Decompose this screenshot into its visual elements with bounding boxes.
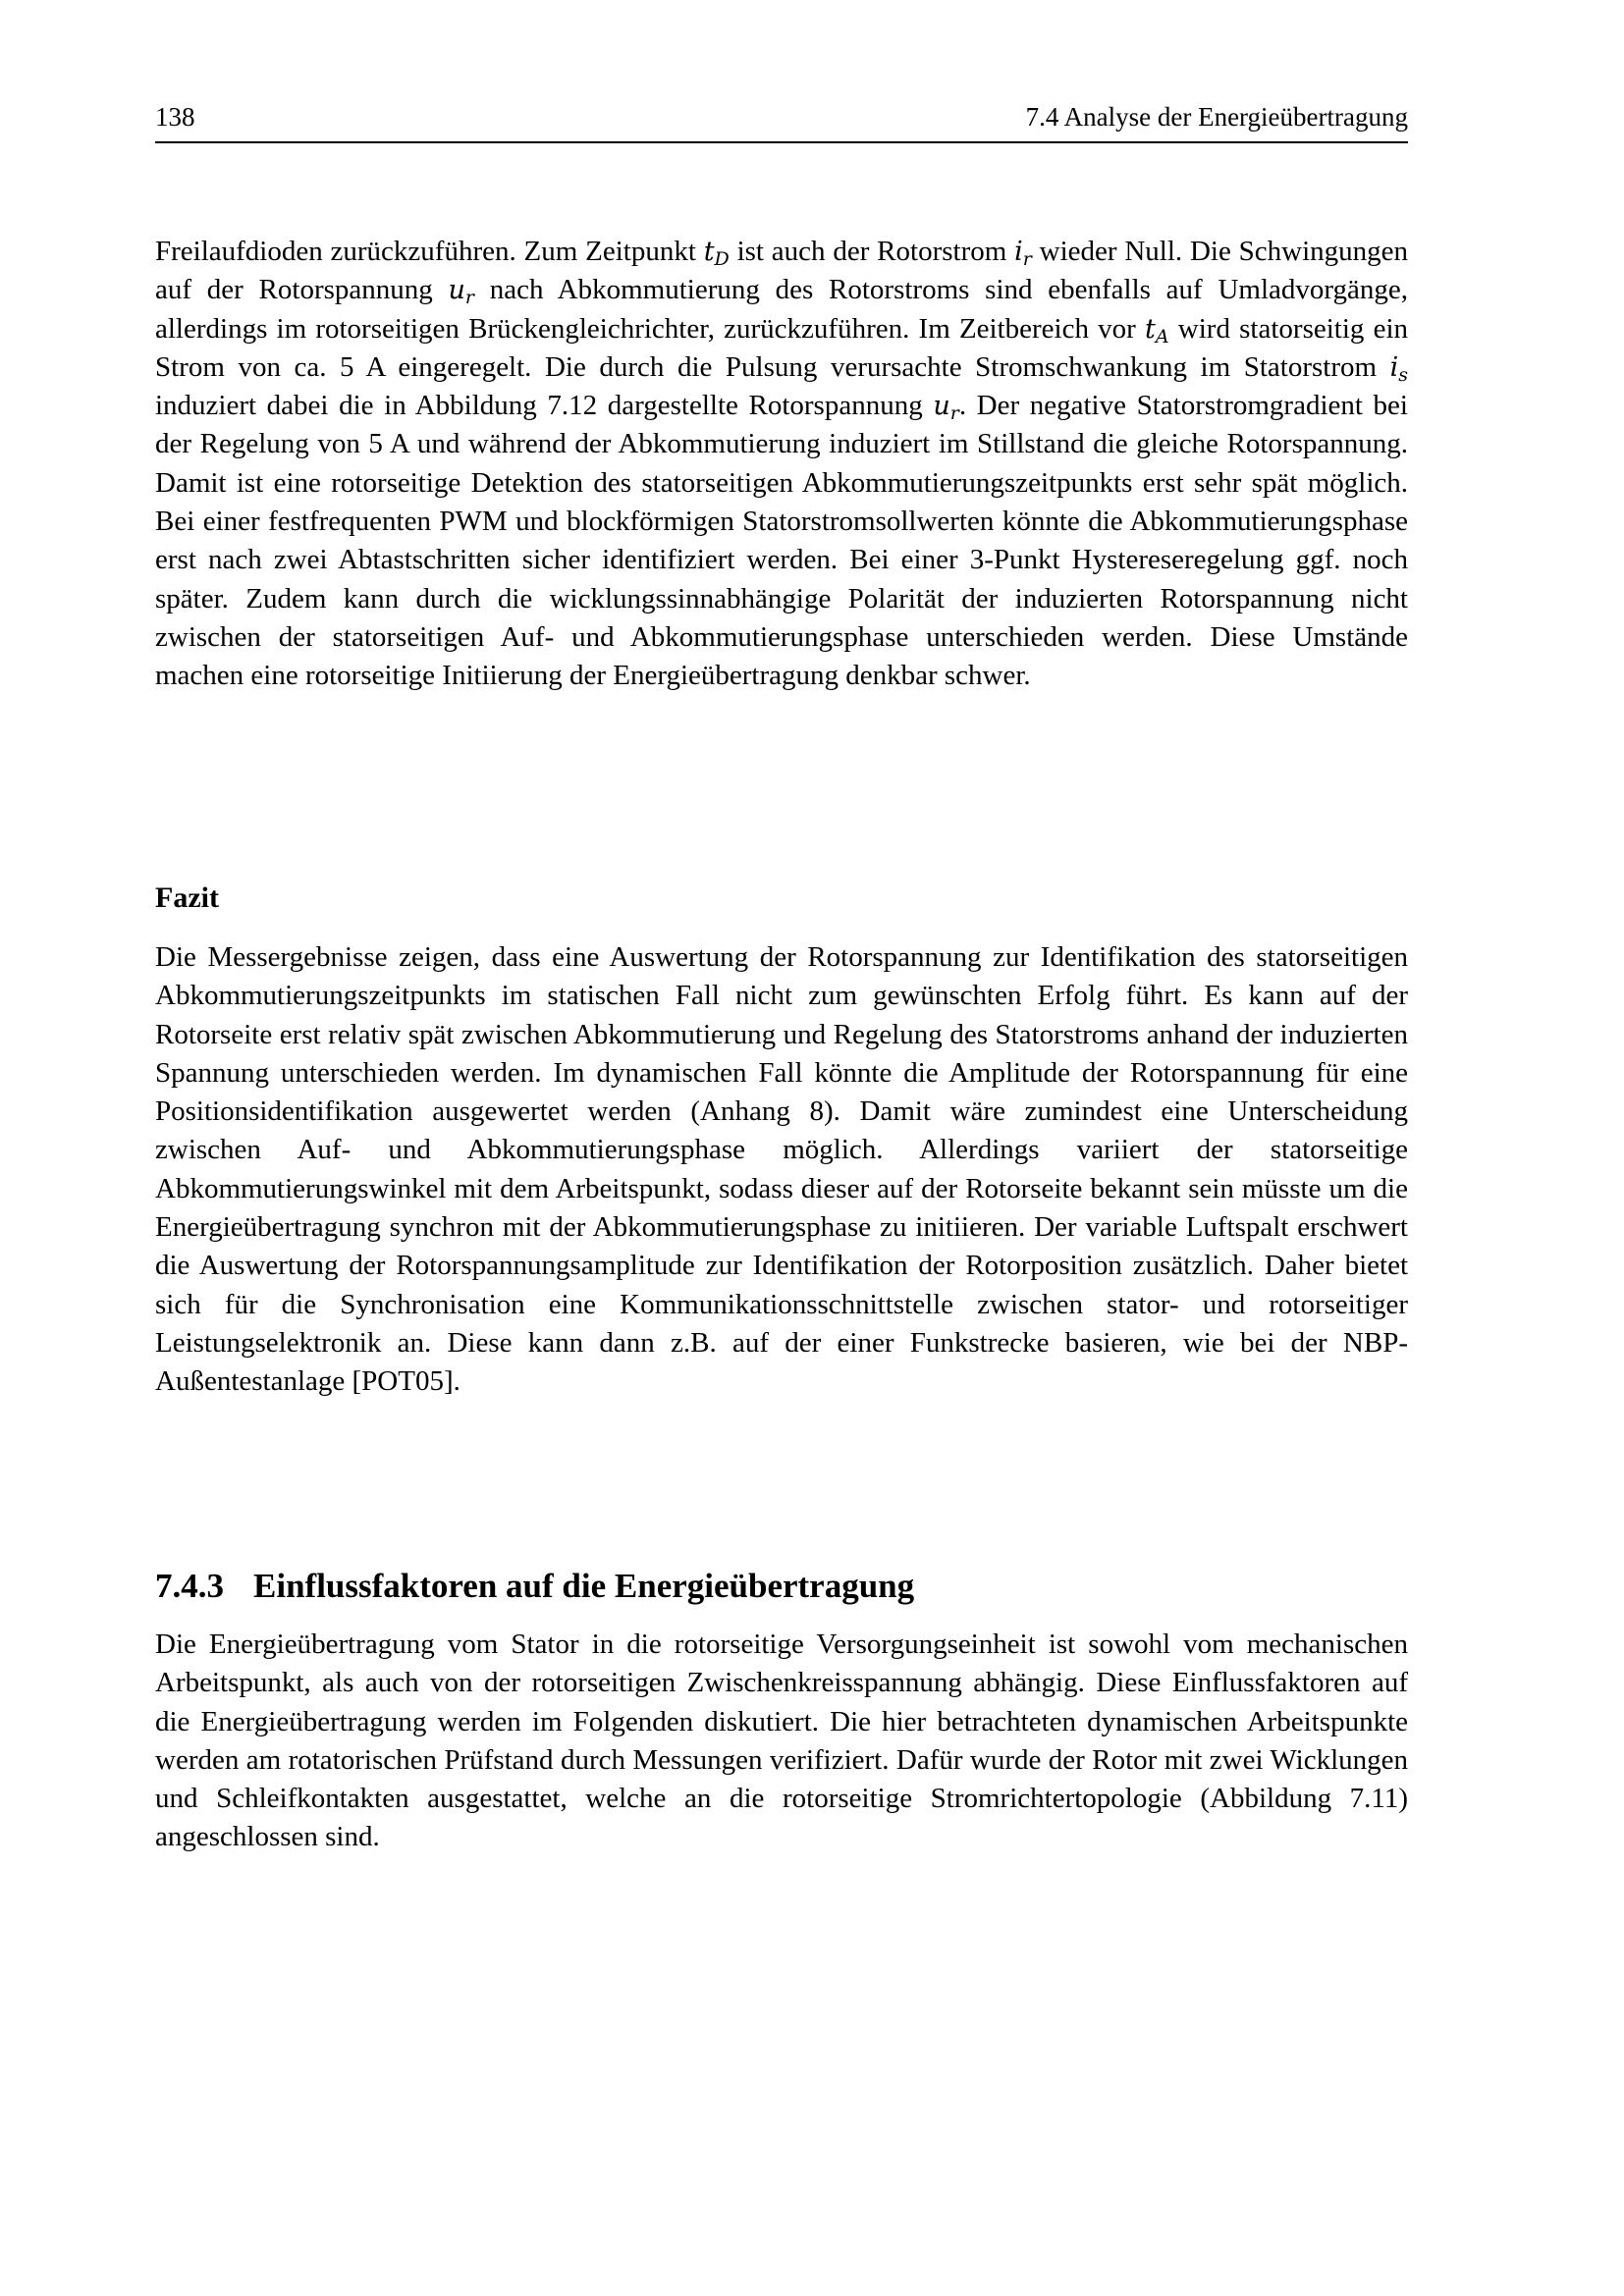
paragraph-text — [155, 233, 1408, 696]
fazit-heading: Fazit — [155, 881, 219, 914]
text-segment: nach Abkommutierung des Rotorstroms sind ebenfalls auf Umladvorgänge, allerdings im rotorseitigen Brückengleichrichter, zurückzuführen. Im Zeitbereich vor — [155, 274, 1409, 345]
running-title: 7.4 Analyse der Energieübertragung — [1025, 102, 1408, 132]
fazit-paragraph — [155, 938, 1408, 1402]
section-title: Einflussfaktoren auf die Energieübertragung — [253, 1567, 915, 1605]
body-paragraph-1 — [155, 233, 1408, 696]
symbol-t-d: $t_D$ — [703, 237, 730, 270]
paragraph-text: Die Messergebnisse zeigen, dass eine Auswertung der Rotorspannung zur Identifikation des statorseitigen Abkommutierungszeitpunkts im statischen Fall nicht zum gewünschten Erfolg führt. Es kann auf der Rotorseite erst relativ spät zwischen Abkommutierung und Regelung des Statorstroms anhand der induzierten Spannung unterschieden werden. Im dynamischen Fall könnte die Amplitude der Rotorspannung für eine Positionsidentifikation ausgewertet werden (Anhang 8). Damit wäre zumindest eine Unterscheidung zwischen Auf- und Abkommutierungsphase möglich. Allerdings variiert der statorseitige Abkommutierungswinkel mit dem Arbeitspunkt, sodass dieser auf der Rotorseite bekannt sein müsste um die Energieübertragung synchron mit der Abkommutierungsphase zu initiieren. Der variable Luftspalt erschwert die Auswertung der Rotorspannungsamplitude zur Identifikation der Rotorposition zusätzlich. Daher bietet sich für die Synchronisation eine Kommunikationsschnittstelle zwischen stator- und rotorseitiger Leistungselektronik an. Diese kann dann z.B. auf der einer Funkstrecke basieren, wie bei der NBP-Außentestanlage [POT05]. — [155, 941, 1408, 1398]
symbol-u-r: $u_r$ — [933, 391, 959, 425]
page-header — [155, 102, 1408, 143]
page-number: 138 — [155, 102, 195, 132]
text-segment: wird statorseitig ein Strom von ca. 5 A eingeregelt. Die durch die Pulsung verursachte Stromschwankung im Statorstrom — [155, 312, 1409, 383]
paragraph-text: Die Energieübertragung vom Stator in die rotorseitige Versorgungseinheit ist sowohl vom mechanischen Arbeitspunkt, als auch von der rotorseitigen Zwischenkreisspannung abhängig. Diese Einflussfaktoren auf die Energieübertragung werden im Folgenden diskutiert. Die hier betrachteten dynamischen Arbeitspunkte werden am rotatorischen Prüfstand durch Messungen verifiziert. Dafür wurde der Rotor mit zwei Wicklungen und Schleifkontakten ausgestattet, welche an die rotorseitige Stromrichtertopologie (Abbildung 7.11) angeschlossen sind. — [155, 1629, 1408, 1853]
section-paragraph — [155, 1626, 1408, 1857]
symbol-i-r: $i_r$ — [1014, 237, 1032, 270]
text-segment: wieder Null. Die Schwingungen auf der Rotorspannung — [155, 236, 1408, 306]
text-segment: . Der negative Statorstromgradient bei der Regelung von 5 A und während der Abkommutierung induziert im Stillstand die gleiche Rotorspannung. Damit ist eine rotorseitige Detektion des statorseitigen Abkommutierungszeitpunkts erst sehr spät möglich. Bei einer festfrequenten PWM und blockförmigen Statorstromsollwerten könnte die Abkommutierungsphase erst nach zwei Abtastschritten sicher identifiziert werden. Bei einer 3-Punkt Hystereseregelung ggf. noch später. Zudem kann durch die wicklungssinnabhängige Polarität der induzierten Rotorspannung nicht zwischen der statorseitigen Auf- und Abkommutierungsphase unterschieden werden. Diese Umstände machen eine rotorseitige Initiierung der Energieübertragung denkbar schwer. — [155, 390, 1408, 692]
text-segment: ist auch der Rotorstrom — [729, 236, 1015, 267]
text-segment: induziert dabei die in Abbildung 7.12 dargestellte Rotorspannung — [155, 390, 934, 422]
symbol-t-a: $t_A$ — [1145, 313, 1169, 347]
text-segment: Freilaufdioden zurückzuführen. Zum Zeitpunkt — [155, 236, 704, 267]
section-heading — [155, 1567, 914, 1606]
symbol-i-s: $i_s$ — [1389, 351, 1408, 386]
section-number: 7.4.3 — [155, 1567, 224, 1605]
symbol-u-r: $u_r$ — [448, 275, 475, 309]
